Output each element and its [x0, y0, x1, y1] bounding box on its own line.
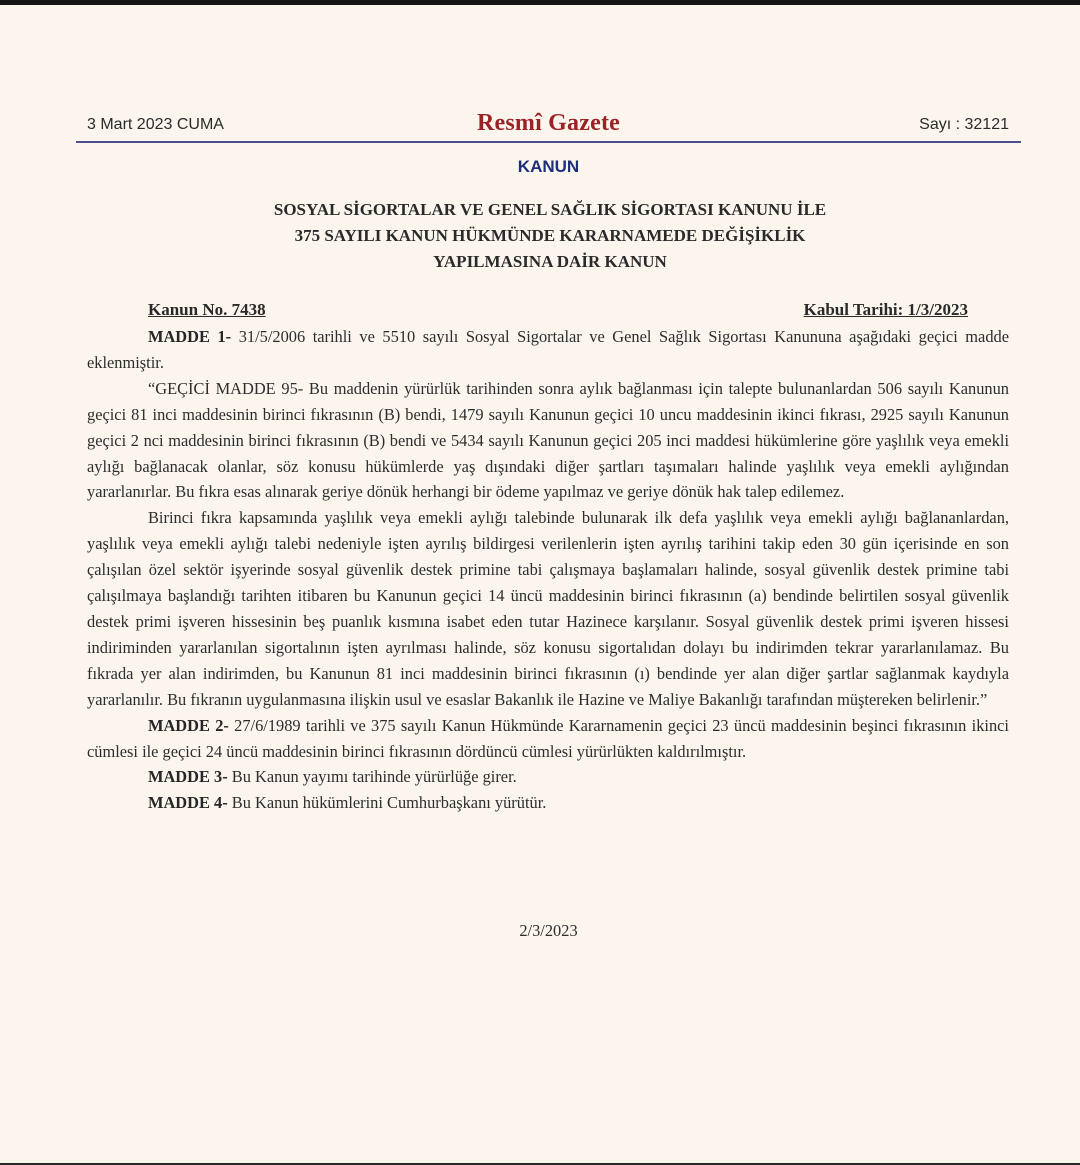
article-text: Bu Kanun yayımı tarihinde yürürlüğe girer. — [231, 767, 517, 787]
signature-date: 2/3/2023 — [519, 921, 578, 940]
law-title-line: 375 SAYILI KANUN HÜKMÜNDE KARARNAMEDE DEĞİŞİKLİK — [294, 226, 806, 245]
law-meta — [148, 300, 968, 322]
article-paragraph — [87, 713, 1009, 765]
article-paragraph — [87, 764, 1009, 790]
issue-number: Sayı : 32121 — [919, 116, 1009, 133]
law-number: Kanun No. 7438 — [148, 300, 266, 319]
law-body — [87, 324, 1009, 816]
article-label: MADDE 1- — [148, 327, 232, 346]
article-paragraph — [87, 505, 1009, 712]
law-title — [150, 197, 950, 275]
gazette-name: Resmî Gazete — [476, 110, 620, 136]
top-border — [0, 0, 1080, 5]
article-label: MADDE 2- — [148, 715, 229, 735]
header-divider — [76, 141, 1021, 143]
article-text: 27/6/1989 tarihli ve 375 sayılı Kanun Hükmünde Kararnamenin geçici 23 üncü maddesinin beşinci fıkrasının ikinci cümlesi ile geçici 24 üncü maddesinin birinci fıkrasının dördüncü cümlesi yürürlükten kaldırılmıştır. — [87, 715, 1009, 761]
article-label: MADDE 3- — [148, 767, 228, 787]
article-paragraph — [87, 376, 1009, 506]
article-paragraph — [87, 790, 1009, 816]
article-text: 31/5/2006 tarihli ve 5510 sayılı Sosyal Sigortalar ve Genel Sağlık Sigortası Kanununa aşağıdaki geçici madde eklenmiştir. — [87, 327, 1009, 372]
article-label: MADDE 4- — [148, 793, 228, 813]
law-title-line: SOSYAL SİGORTALAR VE GENEL SAĞLIK SİGORTASI KANUNU İLE — [273, 200, 827, 219]
acceptance-date: Kabul Tarihi: 1/3/2023 — [803, 300, 968, 319]
document-kind: KANUN — [517, 157, 580, 176]
law-title-line: YAPILMASINA DAİR KANUN — [433, 252, 667, 271]
gazette-header — [76, 108, 1021, 142]
article-text: Bu Kanun hükümlerini Cumhurbaşkanı yürütür. — [231, 793, 547, 813]
article-paragraph — [87, 324, 1009, 376]
article-text: Birinci fıkra kapsamında yaşlılık veya emekli aylığı talebinde bulunarak ilk defa yaşlılık veya emekli aylığı bağlananlardan, yaşlılık veya emekli aylığı talebi nedeniyle işten ayrılış bildirgesi verilenlerin işten ayrılış tarihini takip eden 30 gün içerisinde en son çalışılan özel sektör işyerinde sosyal güvenlik destek primine tabi çalışmaya başlamaları halinde, sosyal güvenlik destek primine tabi çalışılmaya başlandığı tarihten itibaren bu Kanunun geçici 14 üncü maddesinin birinci fıkrasının (a) bendinde belirtilen sosyal güvenlik destek primi işveren hissesinin beş puanlık kısmına isabet eden tutar Hazinece karşılanır. Sosyal güvenlik destek primi işveren hissesi indiriminden yararlanılan sigortalının işten ayrılması halinde, söz konusu sigortalıdan dolayı bu indirimden tekrar yararlanılamaz. Bu fıkrada yer alan indirimden, bu Kanunun 81 inci maddesinin birinci fıkrasının (ı) bendinde yer alan diğer şartlar sağlanmak kaydıyla yararlanılır. Bu fıkranın uygulanmasına ilişkin usul ve esaslar Bakanlık ile Hazine ve Maliye Bakanlığı tarafından müştereken belirlenir.” — [87, 508, 1009, 709]
article-text: “GEÇİCİ MADDE 95- Bu maddenin yürürlük tarihinden sonra aylık bağlanması için talepte bulunanlardan 506 sayılı Kanunun geçici 81 inci maddesinin birinci fıkrasının (B) bendi, 1479 sayılı Kanunun geçici 10 uncu maddesinin ikinci fıkrası, 2925 sayılı Kanunun geçici 2 nci maddesinin birinci fıkrasının (B) bendi ve 5434 sayılı Kanunun geçici 205 inci maddesi hükümlerine göre yaşlılık veya emekli aylığı bağlanacak olanlar, söz konusu hükümlerde yaş dışındaki diğer şartları taşımaları halinde yaşlılık veya emekli aylığından yararlanırlar. Bu fıkra esas alınarak geriye dönük herhangi bir ödeme yapılmaz ve geriye dönük hak talep edilemez. — [87, 378, 1009, 502]
publication-date: 3 Mart 2023 CUMA — [87, 116, 224, 133]
